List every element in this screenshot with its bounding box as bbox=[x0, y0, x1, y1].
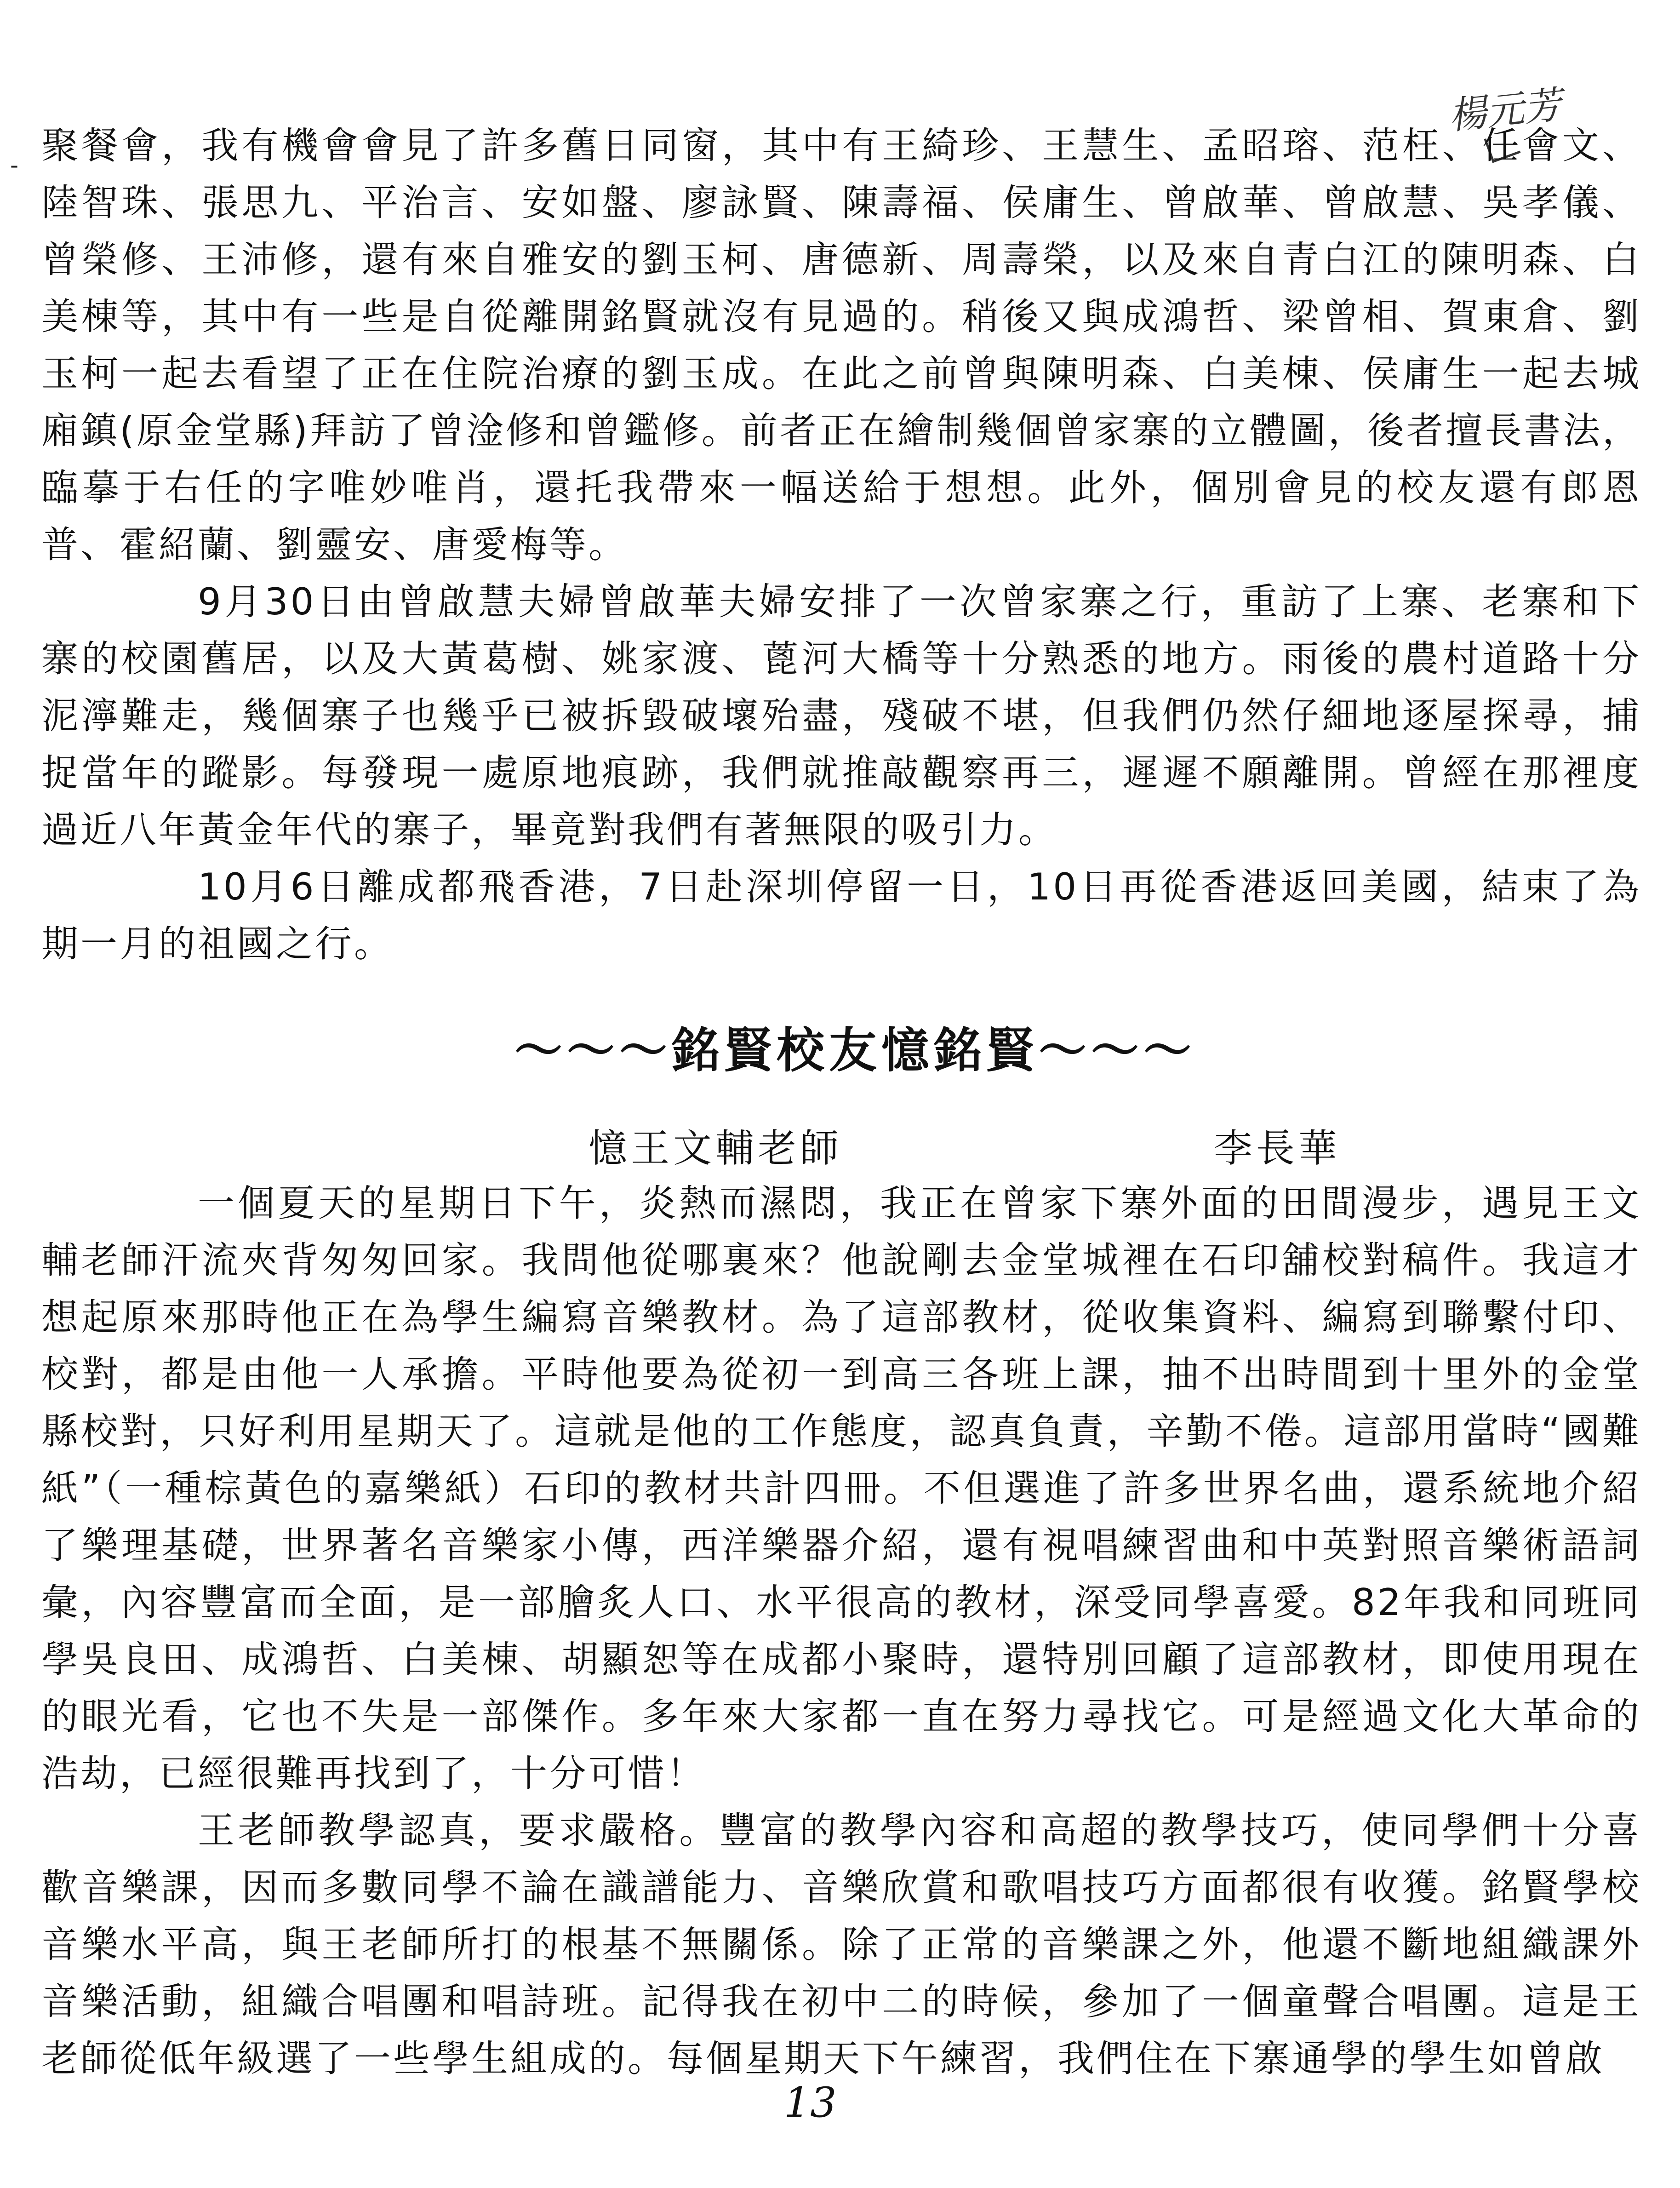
top-text-block bbox=[41, 117, 1641, 973]
paragraph-return-trip: 10月6日離成都飛香港，7日赴深圳停留一日，10日再從香港返回美國，結束了為期一月的祖國之行。 bbox=[41, 865, 1641, 965]
article-author: 李長華 bbox=[1214, 1126, 1341, 1171]
section-title: ～～～銘賢校友憶銘賢～～～ bbox=[514, 1022, 1196, 1078]
paragraph-reunion: 聚餐會，我有機會會見了許多舊日同窗，其中有王綺珍、王慧生、孟昭瑢、范枉、任會文、陸智珠、張思九、平治言、安如盤、廖詠賢、陳壽福、侯庸生、曾啟華、曾啟慧、吳孝儀、曾榮修、王沛修，還有來自雅安的劉玉柯、唐德新、周壽榮，以及來自青白江的陳明森、白美棟等，其中有一些是自從離開銘賢就沒有見過的。稍後又與成鴻哲、梁曾相、賀東倉、劉玉柯一起去看望了正在住院治療的劉玉成。在此之前曾與陳明森、白美棟、侯庸生一起去城廂鎮(原金堂縣)拜訪了曾淦修和曾鑑修。前者正在繪制幾個曾家寨的立體圖，後者擅長書法，臨摹于右任的字唯妙唯肖，還托我帶來一幅送給于想想。此外，個別會見的校友還有郎恩普、霍紹蘭、劉靈安、唐愛梅等。 bbox=[41, 124, 1641, 566]
handwritten-insert: 楊元芳 bbox=[1446, 83, 1564, 138]
margin-mark: - bbox=[10, 152, 19, 178]
article-paragraph-2: 王老師教學認真，要求嚴格。豐富的教學內容和高超的教學技巧，使同學們十分喜歡音樂課，因而多數同學不論在識譜能力、音樂欣賞和歌唱技巧方面都很有收獲。銘賢學校音樂水平高，與王老師所打的根基不無關係。除了正常的音樂課之外，他還不斷地組織課外音樂活動，組織合唱團和唱詩班。記得我在初中二的時候，參加了一個童聲合唱團。這是王老師從低年級選了一些學生組成的。每個星期天下午練習，我們住在下寨通學的學生如曾啟 bbox=[41, 1809, 1641, 2080]
article-title: 憶王文輔老師 bbox=[589, 1126, 843, 1171]
article-body bbox=[41, 1175, 1641, 2087]
page-number: 13 bbox=[784, 2079, 837, 2127]
paragraph-zengjiazhai-visit: 9月30日由曾啟慧夫婦曾啟華夫婦安排了一次曾家寨之行，重訪了上寨、老寨和下寨的校園舊居，以及大黃葛樹、姚家渡、蓖河大橋等十分熟悉的地方。雨後的農村道路十分泥濘難走，幾個寨子也幾乎已被拆毀破壞殆盡，殘破不堪，但我們仍然仔細地逐屋探尋，捕捉當年的蹤影。每發現一處原地痕跡，我們就推敲觀察再三，遲遲不願離開。曾經在那裡度過近八年黃金年代的寨子，畢竟對我們有著無限的吸引力。 bbox=[41, 580, 1641, 851]
article-paragraph-1: 一個夏天的星期日下午，炎熱而濕悶，我正在曾家下寨外面的田間漫步，遇見王文輔老師汗流夾背匆匆回家。我問他從哪裏來？他說剛去金堂城裡在石印舖校對稿件。我這才想起原來那時他正在為學生編寫音樂教材。為了這部教材，從收集資料、編寫到聯繫付印、校對，都是由他一人承擔。平時他要為從初一到高三各班上課，抽不出時間到十里外的金堂縣校對，只好利用星期天了。這就是他的工作態度，認真負責，辛勤不倦。這部用當時“國難紙”（一種棕黃色的嘉樂紙）石印的教材共計四冊。不但選進了許多世界名曲，還系統地介紹了樂理基礎，世界著名音樂家小傳，西洋樂器介紹，還有視唱練習曲和中英對照音樂術語詞彙，內容豐富而全面，是一部膾炙人口、水平很高的教材，深受同學喜愛。82年我和同班同學吳良田、成鴻哲、白美棟、胡顯恕等在成都小聚時，還特別回顧了這部教材，即使用現在的眼光看，它也不失是一部傑作。多年來大家都一直在努力尋找它。可是經過文化大革命的浩劫，已經很難再找到了，十分可惜！ bbox=[41, 1182, 1641, 1795]
